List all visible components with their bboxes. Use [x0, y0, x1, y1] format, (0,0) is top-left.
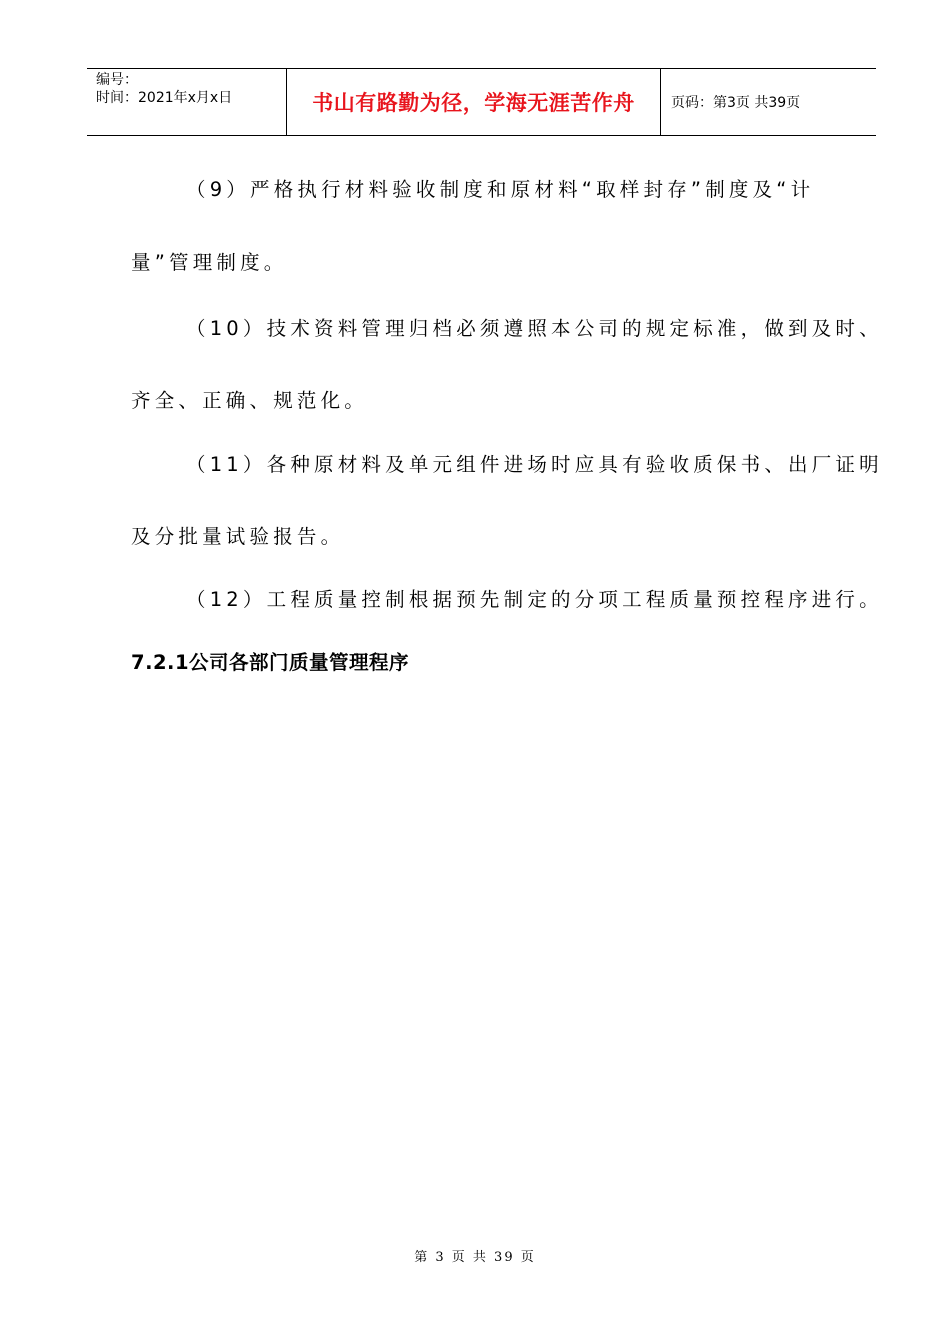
section-heading: 7.2.1公司各部门质量管理程序 — [131, 651, 410, 674]
paragraph-12-line-1: （12）工程质量控制根据预先制定的分项工程质量预控程序进行。 — [186, 588, 883, 611]
paragraph-11-line-2: 及分批量试验报告。 — [131, 525, 345, 548]
header-motto: 书山有路勤为径，学海无涯苦作舟 — [287, 69, 661, 135]
paragraph-9-line-1: （9）严格执行材料验收制度和原材料“取样封存”制度及“计 — [186, 178, 815, 201]
header-page-info: 页码：第3页 共39页 — [671, 95, 801, 111]
paragraph-10-line-1: （10）技术资料管理归档必须遵照本公司的规定标准，做到及时、 — [186, 317, 883, 340]
header-meta-cell — [87, 69, 287, 135]
paragraph-9-line-2: 量”管理制度。 — [131, 251, 288, 274]
header-time-label: 时间：2021年x月x日 — [96, 90, 233, 106]
page-header — [87, 68, 876, 136]
page-footer: 第 3 页 共 39 页 — [414, 1250, 536, 1265]
paragraph-11-line-1: （11）各种原材料及单元组件进场时应具有验收质保书、出厂证明 — [186, 453, 883, 476]
paragraph-10-line-2: 齐全、正确、规范化。 — [131, 389, 369, 412]
header-number-label: 编号： — [96, 72, 138, 88]
